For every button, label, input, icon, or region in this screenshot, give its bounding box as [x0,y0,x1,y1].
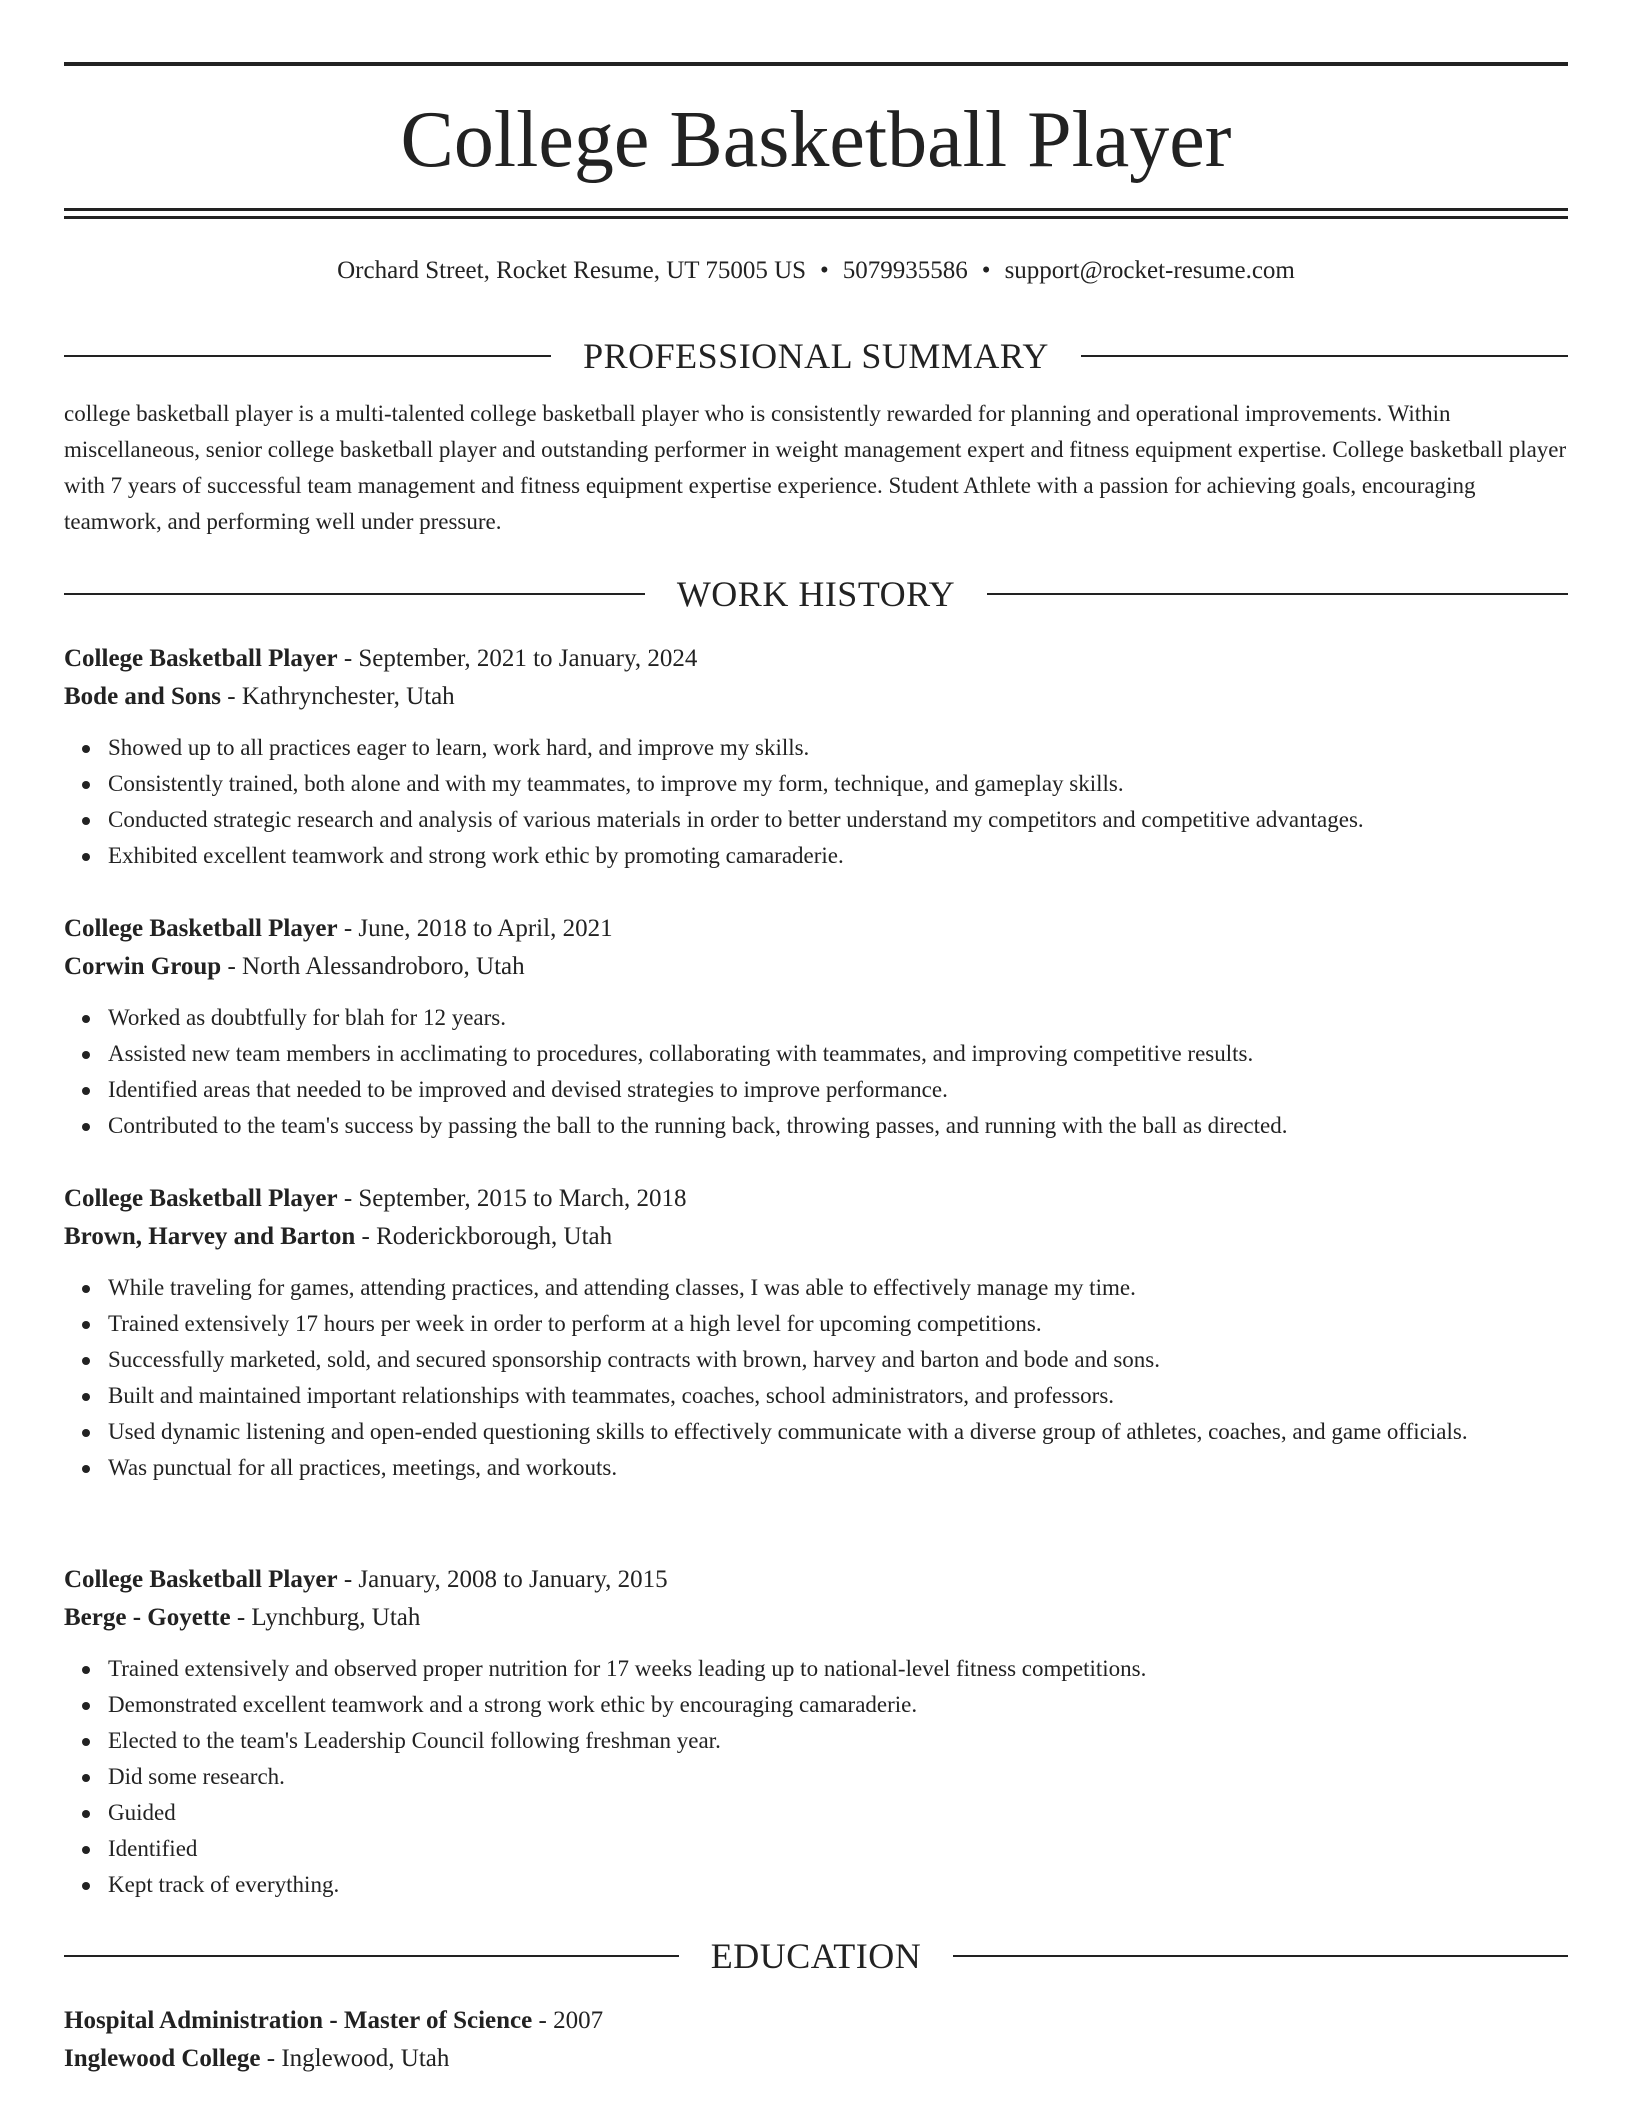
job-company-line: Berge - Goyette - Lynchburg, Utah [64,1604,421,1631]
job-location: Roderickborough, Utah [376,1223,613,1250]
bullet-item: Consistently trained, both alone and with my teammates, to improve my form, technique, and gameplay skills. [108,766,1568,802]
job-bullets [64,730,1568,874]
degree-name: Hospital Administration - Master of Science [64,2007,533,2034]
bullet-item: Demonstrated excellent teamwork and a strong work ethic by encouraging camaraderie. [108,1687,1568,1723]
job-company: Bode and Sons [64,683,222,710]
bullet-item: Identified [108,1831,1568,1867]
job-title-line: College Basketball Player - January, 2008 to January, 2015 [64,1566,668,1593]
job-title: College Basketball Player [64,915,338,942]
job-title: College Basketball Player [64,645,338,672]
job-bullets [64,1651,1568,1903]
header-rule-lower [64,216,1568,219]
section-title: WORK HISTORY [676,574,956,614]
heading-rule [64,1955,679,1957]
job-title: College Basketball Player [64,1566,338,1593]
bullet-item: Worked as doubtfully for blah for 12 years. [108,1000,1568,1036]
degree-line: Hospital Administration - Master of Science - 2007 [64,2007,604,2034]
job-location: North Alessandroboro, Utah [242,953,525,980]
section-title: EDUCATION [710,1936,922,1976]
contact-phone: 5079935586 [842,257,968,284]
bullet-item: Kept track of everything. [108,1867,1568,1903]
education-entry [64,2002,1568,2078]
school-line: Inglewood College - Inglewood, Utah [64,2045,450,2072]
top-rule [64,62,1568,66]
contact-separator: • [981,257,991,284]
job-dates: January, 2008 to January, 2015 [358,1566,668,1593]
bullet-item: Contributed to the team's success by passing the ball to the running back, throwing passes, and running with the ball as directed. [108,1108,1568,1144]
job-entry [64,640,1568,874]
job-entry [64,1561,1568,1903]
bullet-item: Identified areas that needed to be improved and devised strategies to improve performance. [108,1072,1568,1108]
job-company: Brown, Harvey and Barton [64,1223,356,1250]
summary-text: college basketball player is a multi-talented college basketball player who is consistently rewarded for planning and operational improvements. Within miscellaneous, senior college basketball player and outstanding performer in weight management expert and fitness equipment expertise. College basketball player with 7 years of successful team management and fitness equipment expertise experience. Student Athlete with a passion for achieving goals, encouraging teamwork, and performing well under pressure. [64,401,1567,534]
bullet-item: Assisted new team members in acclimating to procedures, collaborating with teammates, and improving competitive results. [108,1036,1568,1072]
job-title-line: College Basketball Player - June, 2018 to April, 2021 [64,915,613,942]
bullet-item: Elected to the team's Leadership Council following freshman year. [108,1723,1568,1759]
job-dates: September, 2021 to January, 2024 [358,645,698,672]
job-title-line: College Basketball Player - September, 2015 to March, 2018 [64,1185,687,1212]
bullet-item: Conducted strategic research and analysis of various materials in order to better understand my competitors and competitive advantages. [108,802,1568,838]
job-entry [64,1180,1568,1486]
contact-address: Orchard Street, Rocket Resume, UT 75005 US [337,257,807,284]
education-heading [64,1934,1568,1978]
job-bullets [64,1000,1568,1144]
job-title-line: College Basketball Player - September, 2021 to January, 2024 [64,645,698,672]
summary-heading [64,334,1568,378]
job-bullets [64,1270,1568,1486]
job-company-line: Bode and Sons - Kathrynchester, Utah [64,683,455,710]
contact-line [64,254,1568,288]
bullet-item: Showed up to all practices eager to learn, work hard, and improve my skills. [108,730,1568,766]
job-dates: June, 2018 to April, 2021 [358,915,613,942]
bullet-item: While traveling for games, attending practices, and attending classes, I was able to effectively manage my time. [108,1270,1568,1306]
bullet-item: Built and maintained important relationships with teammates, coaches, school administrators, and professors. [108,1378,1568,1414]
job-title: College Basketball Player [64,1185,338,1212]
school-name: Inglewood College [64,2045,261,2072]
heading-rule [64,593,645,595]
bullet-item: Successfully marketed, sold, and secured sponsorship contracts with brown, harvey and barton and bode and sons. [108,1342,1568,1378]
job-dates: September, 2015 to March, 2018 [358,1185,687,1212]
job-location: Lynchburg, Utah [251,1604,421,1631]
bullet-item: Guided [108,1795,1568,1831]
bullet-item: Trained extensively 17 hours per week in order to perform at a high level for upcoming competitions. [108,1306,1568,1342]
school-location: Inglewood, Utah [281,2045,450,2072]
bullet-item: Exhibited excellent teamwork and strong work ethic by promoting camaraderie. [108,838,1568,874]
bullet-item: Used dynamic listening and open-ended questioning skills to effectively communicate with a diverse group of athletes, coaches, and game officials. [108,1414,1568,1450]
header-rule-upper [64,208,1568,211]
heading-rule [64,355,551,357]
job-company: Corwin Group [64,953,222,980]
job-company: Berge - Goyette [64,1604,231,1631]
contact-separator: • [820,257,829,284]
job-company-line: Corwin Group - North Alessandroboro, Utah [64,953,525,980]
graduation-year: 2007 [553,2007,604,2034]
job-entry [64,910,1568,1144]
heading-rule [987,593,1568,595]
contact-email: support@rocket-resume.com [1004,257,1295,284]
job-location: Kathrynchester, Utah [241,683,455,710]
heading-rule [1081,355,1568,357]
section-title: PROFESSIONAL SUMMARY [583,336,1049,376]
candidate-name: College Basketball Player [400,96,1232,184]
work-history-heading [64,572,1568,616]
bullet-item: Trained extensively and observed proper nutrition for 17 weeks leading up to national-level fitness competitions. [108,1651,1568,1687]
bullet-item: Was punctual for all practices, meetings, and workouts. [108,1450,1568,1486]
job-company-line: Brown, Harvey and Barton - Roderickborough, Utah [64,1223,613,1250]
bullet-item: Did some research. [108,1759,1568,1795]
heading-rule [953,1955,1568,1957]
